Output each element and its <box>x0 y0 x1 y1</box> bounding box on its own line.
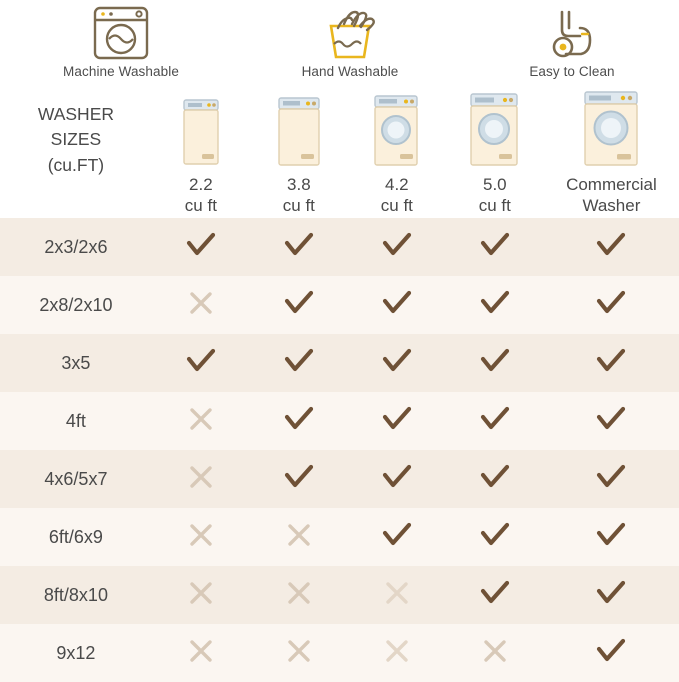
cell-check <box>544 232 679 263</box>
easy-to-clean-icon <box>492 2 652 64</box>
row-label: 9x12 <box>56 642 96 663</box>
cell-check <box>544 638 679 669</box>
cell-cross <box>152 290 250 321</box>
cell-cross <box>152 406 250 437</box>
cell-cross <box>348 638 446 669</box>
cell-check <box>544 580 679 611</box>
cell-check <box>250 464 348 495</box>
corner-title-line: WASHER <box>37 104 115 124</box>
table-corner-title <box>0 88 152 178</box>
feature-icon-row <box>0 0 679 88</box>
machine-washable-icon <box>41 2 201 64</box>
front-load-washer-icon <box>370 90 424 170</box>
cell-check <box>544 290 679 321</box>
cell-cross <box>250 638 348 669</box>
cell-check <box>446 522 544 553</box>
cell-check <box>348 406 446 437</box>
cell-check <box>348 522 446 553</box>
cell-check <box>446 290 544 321</box>
cell-cross <box>446 638 544 669</box>
feature-label: Machine Washable <box>63 64 179 79</box>
front-load-washer-icon <box>466 90 524 170</box>
feature-machine-washable <box>41 2 201 79</box>
column-header-label: 2.2 cu ft <box>184 175 217 216</box>
cell-check <box>348 464 446 495</box>
washer-size-table <box>0 88 679 682</box>
row-label: 3x5 <box>61 352 91 373</box>
column-header-label: 4.2 cu ft <box>380 175 413 216</box>
cell-check <box>446 580 544 611</box>
feature-label: Easy to Clean <box>529 64 615 79</box>
cell-cross <box>152 638 250 669</box>
table-row <box>0 624 679 682</box>
cell-check <box>152 348 250 379</box>
cell-check <box>348 232 446 263</box>
cell-check <box>446 348 544 379</box>
feature-label: Hand Washable <box>301 64 399 79</box>
cell-check <box>544 522 679 553</box>
table-row <box>0 276 679 334</box>
table-row <box>0 218 679 276</box>
cell-cross <box>250 522 348 553</box>
column-header-4 <box>446 88 544 217</box>
cell-check <box>446 464 544 495</box>
column-header-label: 5.0 cu ft <box>478 175 511 216</box>
cell-cross <box>348 580 446 611</box>
cell-check <box>544 406 679 437</box>
column-header-5 <box>544 88 679 217</box>
table-row <box>0 334 679 392</box>
top-load-washer-icon <box>273 90 325 170</box>
corner-title-line: SIZES <box>50 129 102 150</box>
row-label: 2x8/2x10 <box>39 294 113 315</box>
cell-check <box>544 464 679 495</box>
column-header-label: 3.8 cu ft <box>282 175 315 216</box>
cell-check <box>250 348 348 379</box>
table-row <box>0 392 679 450</box>
corner-title-line: (cu.FT) <box>47 154 105 175</box>
feature-hand-washable <box>270 2 430 79</box>
cell-check <box>250 290 348 321</box>
cell-check <box>250 232 348 263</box>
cell-cross <box>152 580 250 611</box>
row-label: 4ft <box>65 410 86 431</box>
top-load-washer-icon <box>178 90 224 170</box>
cell-check <box>152 232 250 263</box>
feature-easy-to-clean <box>492 2 652 79</box>
cell-check <box>446 232 544 263</box>
row-label: 2x3/2x6 <box>44 236 108 257</box>
cell-check <box>544 348 679 379</box>
table-row <box>0 566 679 624</box>
cell-cross <box>152 522 250 553</box>
row-label: 6ft/6x9 <box>48 526 103 547</box>
column-header-2 <box>250 88 348 217</box>
row-label: 4x6/5x7 <box>44 468 108 489</box>
cell-check <box>446 406 544 437</box>
row-label: 8ft/8x10 <box>43 584 108 605</box>
cell-cross <box>152 464 250 495</box>
column-header-1 <box>152 88 250 217</box>
table-row <box>0 450 679 508</box>
column-header-label: Commercial Washer <box>566 175 657 216</box>
commercial-washer-icon <box>577 90 645 170</box>
table-row <box>0 508 679 566</box>
cell-check <box>348 348 446 379</box>
hand-washable-icon <box>270 2 430 64</box>
cell-cross <box>250 580 348 611</box>
cell-check <box>348 290 446 321</box>
column-header-3 <box>348 88 446 217</box>
table-header-row <box>0 88 679 218</box>
cell-check <box>250 406 348 437</box>
